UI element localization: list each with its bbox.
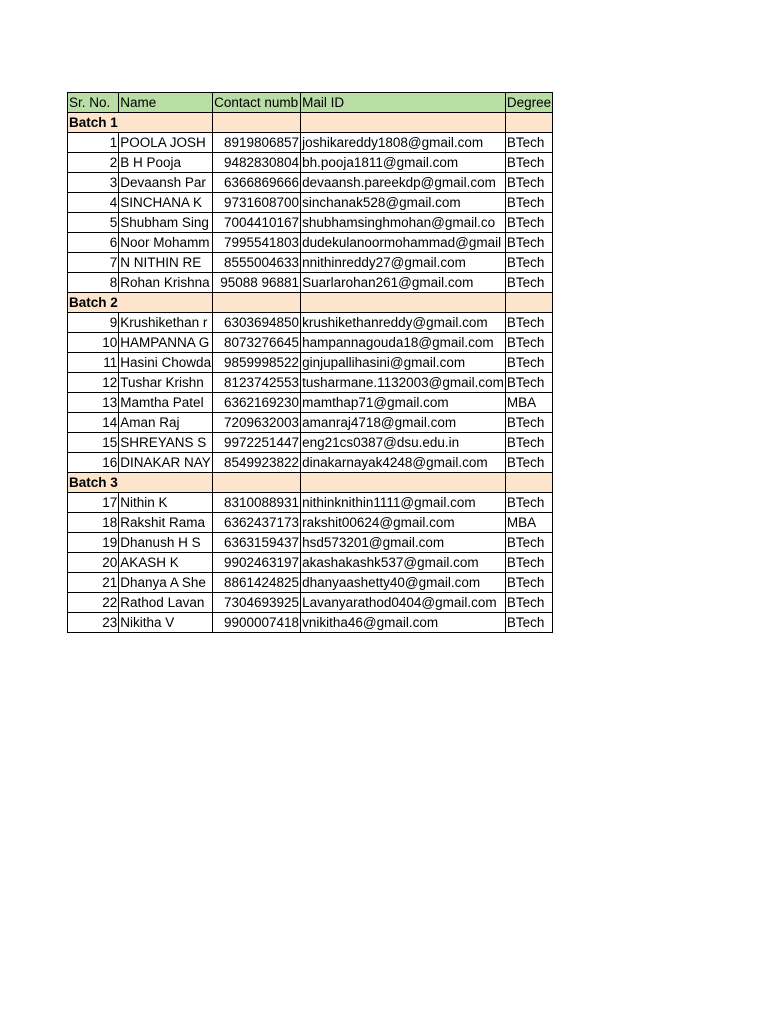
sr-no-cell[interactable]: 17 <box>68 493 119 513</box>
batch-row <box>68 113 553 133</box>
contact-cell[interactable]: 6303694850 <box>213 313 301 333</box>
contact-cell[interactable]: 8861424825 <box>213 573 301 593</box>
contact-cell[interactable]: 8549923822 <box>213 453 301 473</box>
degree-cell[interactable]: BTech <box>505 533 552 553</box>
mail-cell[interactable]: nithinknithin1111@gmail.com <box>301 493 506 513</box>
name-cell[interactable]: Devaansh Par <box>119 173 213 193</box>
name-cell[interactable]: DINAKAR NAY <box>119 453 213 473</box>
name-cell[interactable]: Dhanush H S <box>119 533 213 553</box>
name-cell[interactable]: AKASH K <box>119 553 213 573</box>
sr-no-cell[interactable]: 10 <box>68 333 119 353</box>
table-row <box>68 393 553 413</box>
contact-cell[interactable]: 7209632003 <box>213 413 301 433</box>
name-cell[interactable]: SINCHANA K <box>119 193 213 213</box>
sr-no-cell[interactable]: 12 <box>68 373 119 393</box>
mail-cell[interactable]: bh.pooja1811@gmail.com <box>301 153 506 173</box>
mail-cell[interactable]: dhanyaashetty40@gmail.com <box>301 573 506 593</box>
contact-cell[interactable]: 7304693925 <box>213 593 301 613</box>
batch-label[interactable]: Batch 3 <box>68 473 119 493</box>
name-cell[interactable]: Rathod Lavan <box>119 593 213 613</box>
contact-cell[interactable]: 7004410167 <box>213 213 301 233</box>
contact-cell[interactable]: 9482830804 <box>213 153 301 173</box>
batch-empty-cell[interactable] <box>213 473 301 493</box>
sr-no-cell[interactable]: 15 <box>68 433 119 453</box>
mail-cell[interactable]: devaansh.pareekdp@gmail.com <box>301 173 506 193</box>
batch-empty-cell[interactable] <box>505 113 552 133</box>
sr-no-cell[interactable]: 21 <box>68 573 119 593</box>
name-cell[interactable]: Krushikethan r <box>119 313 213 333</box>
degree-cell[interactable]: BTech <box>505 613 552 633</box>
mail-cell[interactable]: tusharmane.1132003@gmail.com <box>301 373 506 393</box>
table-row <box>68 613 553 633</box>
table-row <box>68 533 553 553</box>
mail-cell[interactable]: hsd573201@gmail.com <box>301 533 506 553</box>
contact-cell[interactable]: 8123742553 <box>213 373 301 393</box>
sr-no-cell[interactable]: 2 <box>68 153 119 173</box>
degree-cell[interactable]: MBA <box>505 513 552 533</box>
sr-no-cell[interactable]: 9 <box>68 313 119 333</box>
sr-no-cell[interactable]: 13 <box>68 393 119 413</box>
degree-cell[interactable]: BTech <box>505 213 552 233</box>
mail-cell[interactable]: Suarlarohan261@gmail.com <box>301 273 506 293</box>
table-row <box>68 553 553 573</box>
degree-cell[interactable]: BTech <box>505 253 552 273</box>
name-cell[interactable]: Aman Raj <box>119 413 213 433</box>
batch-empty-cell[interactable] <box>119 473 213 493</box>
name-cell[interactable]: B H Pooja <box>119 153 213 173</box>
contact-cell[interactable]: 6366869666 <box>213 173 301 193</box>
batch-empty-cell[interactable] <box>301 293 506 313</box>
degree-cell[interactable]: BTech <box>505 353 552 373</box>
name-cell[interactable]: N NITHIN RE <box>119 253 213 273</box>
contact-cell[interactable]: 9731608700 <box>213 193 301 213</box>
table-row <box>68 513 553 533</box>
table-row <box>68 313 553 333</box>
table-row <box>68 453 553 473</box>
table-row <box>68 573 553 593</box>
contact-cell[interactable]: 7995541803 <box>213 233 301 253</box>
sr-no-cell[interactable]: 11 <box>68 353 119 373</box>
header-row <box>68 93 553 113</box>
batch-empty-cell[interactable] <box>301 473 506 493</box>
table-row <box>68 193 553 213</box>
table-row <box>68 353 553 373</box>
name-cell[interactable]: Tushar Krishn <box>119 373 213 393</box>
table-row <box>68 433 553 453</box>
mail-cell[interactable]: mamthap71@gmail.com <box>301 393 506 413</box>
batch-row <box>68 293 553 313</box>
degree-cell[interactable]: BTech <box>505 573 552 593</box>
sr-no-cell[interactable]: 6 <box>68 233 119 253</box>
mail-cell[interactable]: nnithinreddy27@gmail.com <box>301 253 506 273</box>
table-row <box>68 333 553 353</box>
mail-cell[interactable]: dudekulanoormohammad@gmail <box>301 233 506 253</box>
degree-cell[interactable]: BTech <box>505 153 552 173</box>
sr-no-cell[interactable]: 3 <box>68 173 119 193</box>
mail-cell[interactable]: dinakarnayak4248@gmail.com <box>301 453 506 473</box>
student-table <box>67 92 553 633</box>
table-row <box>68 273 553 293</box>
batch-empty-cell[interactable] <box>213 293 301 313</box>
degree-cell[interactable]: BTech <box>505 493 552 513</box>
name-cell[interactable]: POOLA JOSH <box>119 133 213 153</box>
contact-cell[interactable]: 9900007418 <box>213 613 301 633</box>
sr-no-cell[interactable]: 16 <box>68 453 119 473</box>
mail-cell[interactable]: ginjupallihasini@gmail.com <box>301 353 506 373</box>
mail-cell[interactable]: rakshit00624@gmail.com <box>301 513 506 533</box>
degree-cell[interactable]: BTech <box>505 133 552 153</box>
table-row <box>68 253 553 273</box>
header-mail-id[interactable]: Mail ID <box>301 93 506 113</box>
degree-cell[interactable]: BTech <box>505 193 552 213</box>
batch-empty-cell[interactable] <box>505 293 552 313</box>
contact-cell[interactable]: 6362437173 <box>213 513 301 533</box>
degree-cell[interactable]: BTech <box>505 373 552 393</box>
sr-no-cell[interactable]: 4 <box>68 193 119 213</box>
degree-cell[interactable]: BTech <box>505 313 552 333</box>
name-cell[interactable]: SHREYANS S <box>119 433 213 453</box>
contact-cell[interactable]: 8919806857 <box>213 133 301 153</box>
contact-cell[interactable]: 8073276645 <box>213 333 301 353</box>
name-cell[interactable]: Shubham Sing <box>119 213 213 233</box>
sr-no-cell[interactable]: 1 <box>68 133 119 153</box>
table-row <box>68 153 553 173</box>
mail-cell[interactable]: akashakashk537@gmail.com <box>301 553 506 573</box>
mail-cell[interactable]: hampannagouda18@gmail.com <box>301 333 506 353</box>
header-name[interactable]: Name <box>119 93 213 113</box>
batch-row <box>68 473 553 493</box>
name-cell[interactable]: Dhanya A She <box>119 573 213 593</box>
sr-no-cell[interactable]: 8 <box>68 273 119 293</box>
contact-cell[interactable]: 8555004633 <box>213 253 301 273</box>
batch-empty-cell[interactable] <box>119 113 213 133</box>
contact-cell[interactable]: 8310088931 <box>213 493 301 513</box>
sr-no-cell[interactable]: 14 <box>68 413 119 433</box>
batch-empty-cell[interactable] <box>119 293 213 313</box>
name-cell[interactable]: Hasini Chowda <box>119 353 213 373</box>
batch-empty-cell[interactable] <box>213 113 301 133</box>
table-row <box>68 173 553 193</box>
mail-cell[interactable]: sinchanak528@gmail.com <box>301 193 506 213</box>
table-row <box>68 593 553 613</box>
mail-cell[interactable]: Lavanyarathod0404@gmail.com <box>301 593 506 613</box>
mail-cell[interactable]: vnikitha46@gmail.com <box>301 613 506 633</box>
mail-cell[interactable]: shubhamsinghmohan@gmail.co <box>301 213 506 233</box>
degree-cell[interactable]: BTech <box>505 273 552 293</box>
degree-cell[interactable]: BTech <box>505 433 552 453</box>
table-row <box>68 373 553 393</box>
sr-no-cell[interactable]: 23 <box>68 613 119 633</box>
name-cell[interactable]: Mamtha Patel <box>119 393 213 413</box>
table-row <box>68 213 553 233</box>
sr-no-cell[interactable]: 19 <box>68 533 119 553</box>
name-cell[interactable]: Rohan Krishna <box>119 273 213 293</box>
contact-cell[interactable]: 6362169230 <box>213 393 301 413</box>
sr-no-cell[interactable]: 18 <box>68 513 119 533</box>
degree-cell[interactable]: BTech <box>505 593 552 613</box>
table-row <box>68 233 553 253</box>
degree-cell[interactable]: BTech <box>505 233 552 253</box>
name-cell[interactable]: Nithin K <box>119 493 213 513</box>
sr-no-cell[interactable]: 7 <box>68 253 119 273</box>
name-cell[interactable]: Nikitha V <box>119 613 213 633</box>
name-cell[interactable]: Noor Mohamm <box>119 233 213 253</box>
degree-cell[interactable]: BTech <box>505 553 552 573</box>
contact-cell[interactable]: 9902463197 <box>213 553 301 573</box>
contact-cell[interactable]: 6363159437 <box>213 533 301 553</box>
degree-cell[interactable]: MBA <box>505 393 552 413</box>
contact-cell[interactable]: 9859998522 <box>213 353 301 373</box>
table-row <box>68 493 553 513</box>
degree-cell[interactable]: BTech <box>505 173 552 193</box>
batch-empty-cell[interactable] <box>301 113 506 133</box>
mail-cell[interactable]: amanraj4718@gmail.com <box>301 413 506 433</box>
name-cell[interactable]: HAMPANNA G <box>119 333 213 353</box>
sr-no-cell[interactable]: 22 <box>68 593 119 613</box>
header-contact-number[interactable]: Contact numb <box>213 93 301 113</box>
sr-no-cell[interactable]: 20 <box>68 553 119 573</box>
name-cell[interactable]: Rakshit Rama <box>119 513 213 533</box>
header-sr-no[interactable]: Sr. No. <box>68 93 119 113</box>
sr-no-cell[interactable]: 5 <box>68 213 119 233</box>
degree-cell[interactable]: BTech <box>505 453 552 473</box>
mail-cell[interactable]: joshikareddy1808@gmail.com <box>301 133 506 153</box>
contact-cell[interactable]: 9972251447 <box>213 433 301 453</box>
contact-cell[interactable]: 95088 96881 <box>213 273 301 293</box>
degree-cell[interactable]: BTech <box>505 413 552 433</box>
table-row <box>68 413 553 433</box>
batch-label[interactable]: Batch 1 <box>68 113 119 133</box>
batch-empty-cell[interactable] <box>505 473 552 493</box>
table-row <box>68 133 553 153</box>
mail-cell[interactable]: eng21cs0387@dsu.edu.in <box>301 433 506 453</box>
batch-label[interactable]: Batch 2 <box>68 293 119 313</box>
header-degree[interactable]: Degree <box>505 93 552 113</box>
mail-cell[interactable]: krushikethanreddy@gmail.com <box>301 313 506 333</box>
degree-cell[interactable]: BTech <box>505 333 552 353</box>
